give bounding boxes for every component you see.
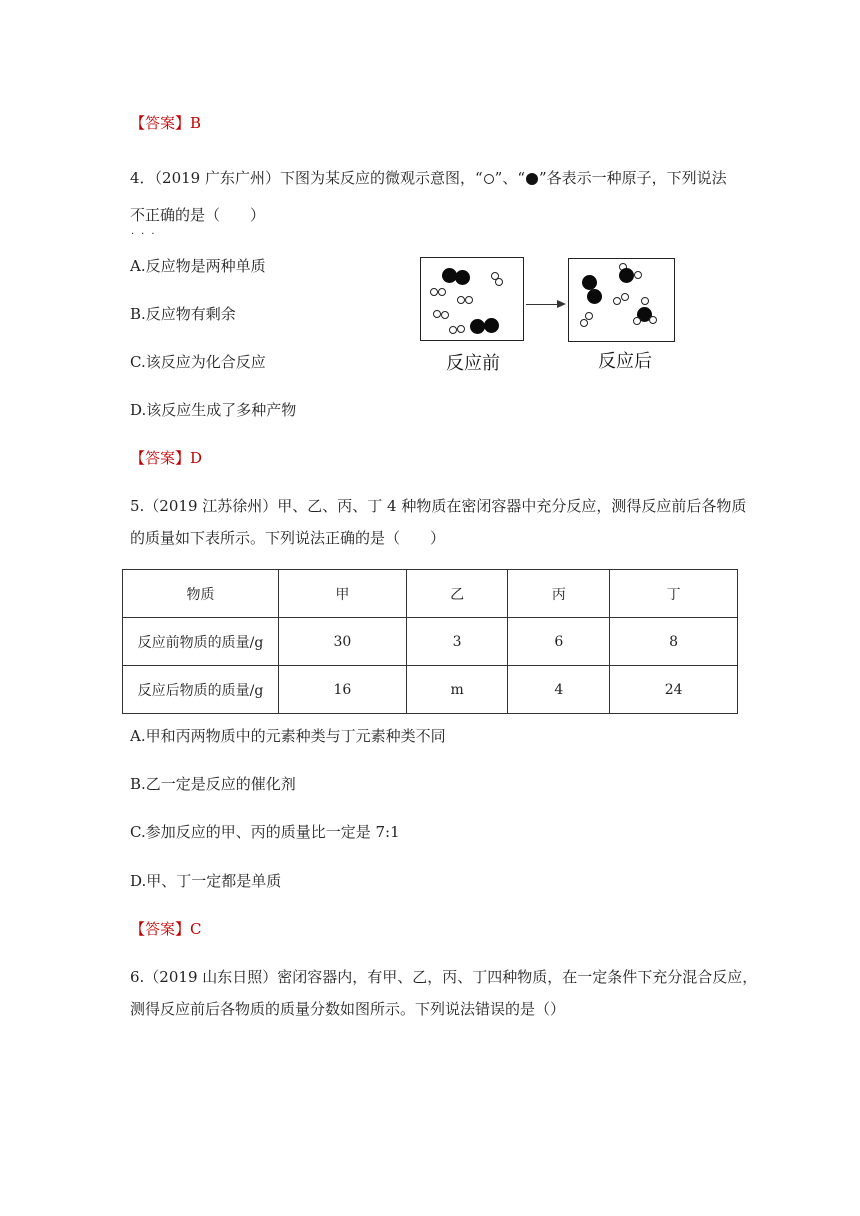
table-header-cell: 甲 <box>279 570 407 618</box>
white-atom-icon <box>441 311 449 319</box>
q5-option-a: A.甲和丙两物质中的元素种类与丁元素种类不同 <box>130 727 446 745</box>
q4-stem-part-b: ”、“ <box>494 169 525 187</box>
q5-option-d: D.甲、丁一定都是单质 <box>130 872 282 890</box>
white-atom-icon <box>433 310 441 318</box>
table-cell: m <box>406 666 508 714</box>
q4-option-b: B.反应物有剩余 <box>130 305 236 323</box>
white-atom-icon <box>457 325 465 333</box>
table-header-cell: 丙 <box>508 570 610 618</box>
black-atom-icon <box>455 270 470 285</box>
table-cell: 3 <box>406 618 508 666</box>
white-atom-icon <box>580 319 588 327</box>
q4-stem-part-a: 4．（2019 广东广州）下图为某反应的微观示意图，“ <box>130 169 483 187</box>
black-atom-icon <box>526 173 538 185</box>
q4-option-d: D.该反应生成了多种产物 <box>130 401 297 419</box>
white-atom-icon <box>495 278 503 286</box>
table-cell: 24 <box>610 666 738 714</box>
before-label: 反应前 <box>446 353 500 374</box>
answer-q4: 【答案】D <box>130 449 203 467</box>
white-atom-icon <box>430 288 438 296</box>
question-5-stem-line2: 的质量如下表所示。下列说法正确的是（ ） <box>130 529 446 547</box>
question-6-stem-line2: 测得反应前后各物质的质量分数如图所示。下列说法错误的是（） <box>130 1000 566 1018</box>
answer-q5: 【答案】C <box>130 920 202 938</box>
before-reaction-box <box>420 257 524 341</box>
black-atom-icon <box>484 318 499 333</box>
white-atom-icon <box>633 317 641 325</box>
question-4-stem <box>130 167 727 188</box>
white-atom-icon <box>457 296 465 304</box>
table-header-cell: 乙 <box>406 570 508 618</box>
white-atom-icon <box>634 271 642 279</box>
table-row <box>123 618 738 666</box>
q4-option-a: A.反应物是两种单质 <box>130 257 266 275</box>
table-cell: 8 <box>610 618 738 666</box>
q5-option-c: C.参加反应的甲、丙的质量比一定是 7:1 <box>130 823 400 841</box>
after-reaction-box <box>568 258 675 342</box>
question-5-stem: 5.（2019 江苏徐州）甲、乙、丙、丁 4 种物质在密闭容器中充分反应，测得反应前后各物质 <box>130 497 747 515</box>
q5-option-b: B.乙一定是反应的催化剂 <box>130 775 296 793</box>
q4-stem-part-c: ”各表示一种原子，下列说法 <box>539 169 727 187</box>
white-atom-icon <box>641 297 649 305</box>
white-atom-icon <box>449 326 457 334</box>
table-row <box>123 666 738 714</box>
white-atom-icon <box>649 316 657 324</box>
question-6-stem: 6.（2019 山东日照）密闭容器内，有甲、乙，丙、丁四种物质，在一定条件下充分混合反应， <box>130 968 758 986</box>
white-atom-icon <box>438 288 446 296</box>
black-atom-icon <box>619 268 634 283</box>
table-cell: 反应前物质的质量/g <box>123 618 279 666</box>
black-atom-icon <box>582 275 597 290</box>
white-atom-icon <box>621 293 629 301</box>
table-header-cell: 物质 <box>123 570 279 618</box>
after-label: 反应后 <box>598 351 652 372</box>
q4-option-c: C.该反应为化合反应 <box>130 353 266 371</box>
arrow-head-icon <box>557 300 566 308</box>
white-atom-icon <box>484 174 494 184</box>
black-atom-icon <box>587 289 602 304</box>
emphasis-dots: ··· <box>131 229 162 240</box>
white-atom-icon <box>613 297 621 305</box>
table-header-cell: 丁 <box>610 570 738 618</box>
white-atom-icon <box>465 296 473 304</box>
reaction-arrow <box>526 304 560 305</box>
black-atom-icon <box>470 319 485 334</box>
table-header-row <box>123 570 738 618</box>
mass-table <box>122 569 738 714</box>
reaction-diagram <box>420 255 680 380</box>
table-cell: 30 <box>279 618 407 666</box>
table-cell: 反应后物质的质量/g <box>123 666 279 714</box>
table-cell: 6 <box>508 618 610 666</box>
answer-q3: 【答案】B <box>130 114 202 132</box>
table-cell: 4 <box>508 666 610 714</box>
table-cell: 16 <box>279 666 407 714</box>
question-4-stem-line2: 不正确的是（ ） <box>130 206 266 224</box>
